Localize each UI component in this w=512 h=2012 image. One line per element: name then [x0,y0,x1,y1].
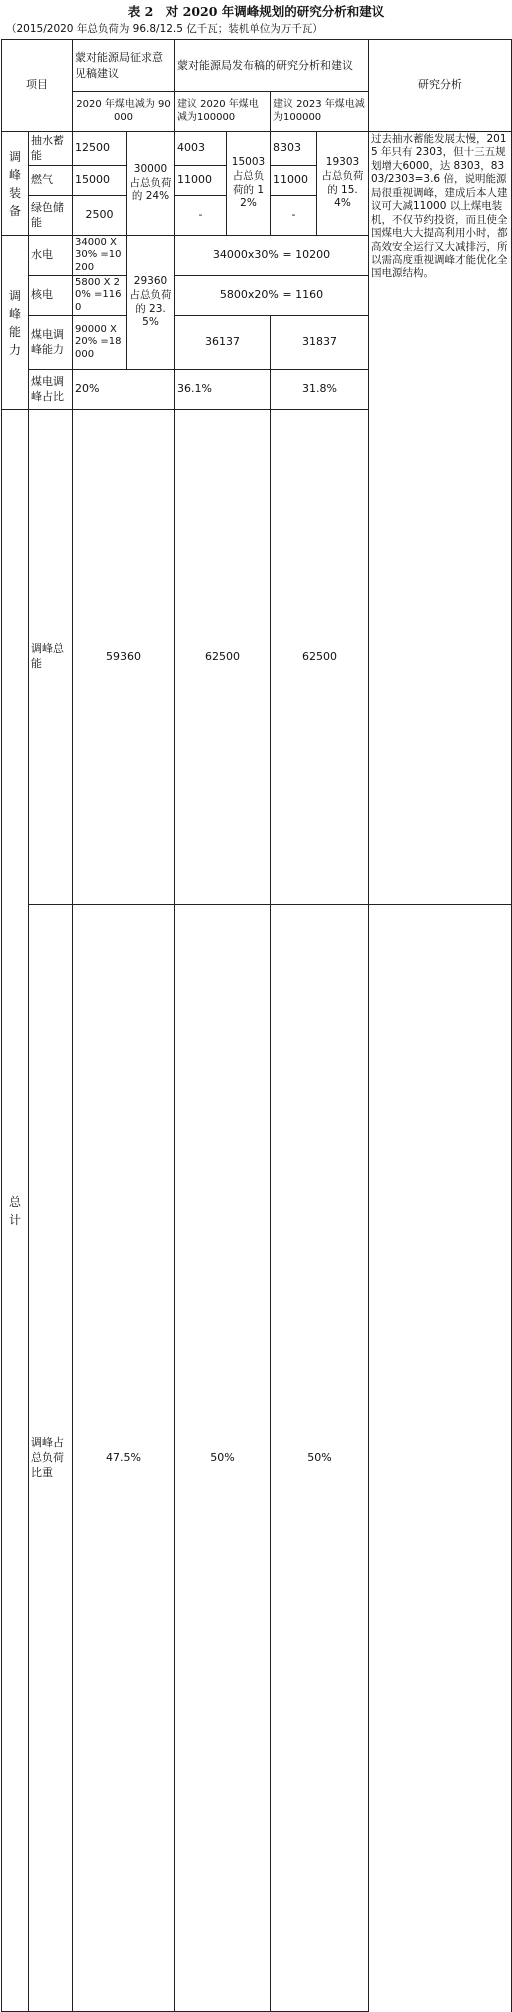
header-item: 项目 [2,40,73,132]
equipment-b-total-note: 占总负荷的 12% [232,169,265,210]
coal-share-a: 20% [73,370,175,410]
total-ratio-b: 50% [175,905,271,2012]
capability-a-total-note: 占总负荷的 23.5% [129,288,172,329]
equipment-a-total-value: 30000 [133,163,168,176]
table-subtitle: （2015/2020 年总负荷为 96.8/12.5 亿千瓦；装机单位为万千瓦） [6,23,323,35]
analysis-equipment: 过去抽水蓄能发展太慢，2015 年只有 2303，但十三五规划增大6000，达 8303，8303/2303=3.6 倍，说明能源局很重视调峰，建成后本人建议可大减11000 以上煤电装机，不仅节约投资，而且使全国煤电大大提高利用小时，都高效安全运行又大减排污，所以需高度重视调峰才能优化全国电源结构。 [369,132,512,905]
header-research: 研究分析 [369,40,512,132]
gas-b: 11000 [175,166,227,196]
coal-capacity-a: 90000 X 20% =18000 [73,316,127,370]
pumped-b: 4003 [175,132,227,166]
green-b: - [175,196,227,236]
total-capacity-a: 59360 [73,410,175,905]
green-c: - [271,196,317,236]
equipment-c-total-value: 19303 [325,156,360,169]
equipment-c-total-note: 占总负荷的 15.4% [321,169,364,210]
row-coal-share-label: 煤电调峰占比 [29,370,73,410]
capability-a-total [127,236,175,370]
row-total-capacity-label: 调峰总能 [29,410,73,905]
header-2023-build: 建议 2023 年煤电减为100000 [271,92,369,132]
equipment-c-total [317,132,369,236]
row-green-label: 绿色储能 [29,196,73,236]
header-mengneng: 蒙对能源局征求意见稿建议 [73,40,175,92]
capability-a-total-value: 29360 [133,275,168,288]
pumped-a: 12500 [73,132,127,166]
header-2020-build: 建议 2020 年煤电减为100000 [175,92,271,132]
hydro-a: 34000 X 30% =10200 [73,236,127,276]
hydro-bc: 34000x30% = 10200 [175,236,369,276]
coal-share-c: 31.8% [271,370,369,410]
equipment-b-total-value: 15003 [231,156,266,169]
peak-shaving-table [1,39,512,2012]
equipment-b-total [227,132,271,236]
total-ratio-a: 47.5% [73,905,175,2012]
row-coal-capacity-label: 煤电调峰能力 [29,316,73,370]
header-2020-reduce: 2020 年煤电减为 90000 [73,92,175,132]
row-nuclear-label: 核电 [29,276,73,316]
header-nea: 蒙对能源局发布稿的研究分析和建议 [175,40,369,92]
pumped-c: 8303 [271,132,317,166]
coal-capacity-b: 36137 [175,316,271,370]
group-total: 总计 [2,410,29,2012]
row-gas-label: 燃气 [29,166,73,196]
total-ratio-c: 50% [271,905,369,2012]
green-a: 2500 [73,196,127,236]
equipment-a-total [127,132,175,236]
nuclear-a: 5800 X 20% =1160 [73,276,127,316]
group-equipment: 调峰装备 [2,132,29,236]
gas-c: 11000 [271,166,317,196]
equipment-a-total-note: 占总负荷的 24% [129,176,172,203]
gas-a: 15000 [73,166,127,196]
total-capacity-b: 62500 [175,410,271,905]
coal-capacity-c: 31837 [271,316,369,370]
total-capacity-c: 62500 [271,410,369,905]
group-capability: 调峰能力 [2,236,29,410]
nuclear-bc: 5800x20% = 1160 [175,276,369,316]
table-title: 表 2 对 2020 年调峰规划的研究分析和建议 [127,4,385,19]
row-total-ratio-label: 调峰占总负荷比重 [29,905,73,2012]
coal-share-b: 36.1% [175,370,271,410]
row-pumped-label: 抽水蓄能 [29,132,73,166]
row-hydro-label: 水电 [29,236,73,276]
